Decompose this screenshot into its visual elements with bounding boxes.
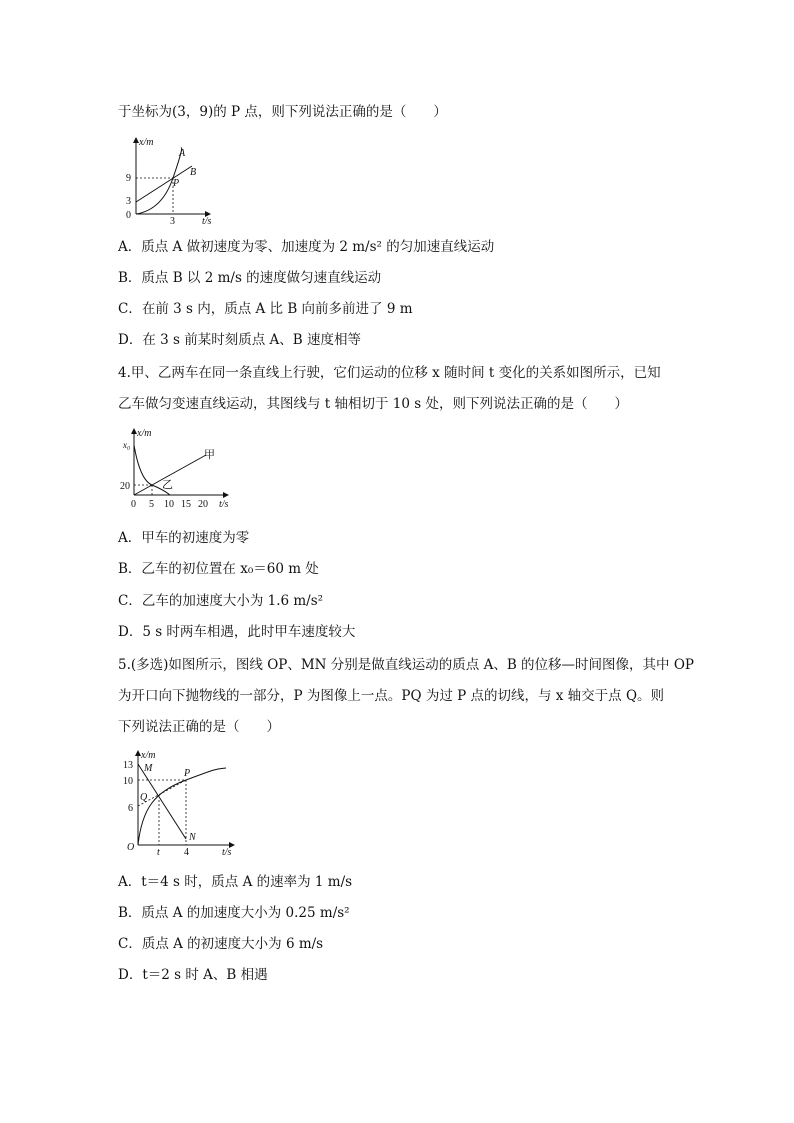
q5-option-a: A．t＝4 s 时，质点 A 的速率为 1 m/s bbox=[118, 874, 353, 890]
label-q: Q bbox=[140, 792, 148, 803]
label-p: P bbox=[173, 178, 180, 189]
label-b: B bbox=[190, 167, 197, 178]
label-m: M bbox=[144, 763, 153, 774]
x-tick-5: 5 bbox=[149, 499, 154, 510]
q3-stem: 于坐标为(3，9)的 P 点，则下列说法正确的是（ ） bbox=[118, 104, 447, 120]
y-tick-13: 13 bbox=[123, 760, 133, 771]
q5-option-d: D．t＝2 s 时 A、B 相遇 bbox=[118, 967, 268, 983]
y-axis-label: x/m bbox=[139, 137, 154, 148]
q5-figure bbox=[118, 747, 240, 859]
q5-stem-line2: 为开口向下抛物线的一部分，P 为图像上一点。PQ 为过 P 点的切线，与 x 轴交于点 Q。则 bbox=[118, 688, 665, 704]
y-tick-3: 3 bbox=[126, 196, 131, 207]
q4-option-d: D．5 s 时两车相遇，此时甲车速度较大 bbox=[118, 624, 356, 640]
q3-option-d: D．在 3 s 前某时刻质点 A、B 速度相等 bbox=[118, 332, 361, 348]
q3-option-a: A．质点 A 做初速度为零、加速度为 2 m/s² 的匀加速直线运动 bbox=[118, 239, 495, 255]
x-axis-label: t/s bbox=[202, 216, 212, 226]
x-tick-3: 3 bbox=[170, 216, 175, 226]
q5-option-c: C．质点 A 的初速度大小为 6 m/s bbox=[118, 936, 324, 952]
y-axis-label: x/m bbox=[137, 428, 152, 439]
y-tick-20: 20 bbox=[120, 481, 130, 492]
x-axis-label: t/s bbox=[222, 847, 232, 858]
q3-option-b: B．质点 B 以 2 m/s 的速度做匀速直线运动 bbox=[118, 270, 382, 286]
q4-option-b: B．乙车的初位置在 x₀＝60 m 处 bbox=[118, 561, 319, 577]
x-tick-20: 20 bbox=[198, 499, 208, 510]
q4-stem-line2: 乙车做匀变速直线运动，其图线与 t 轴相切于 10 s 处，则下列说法正确的是（ ） bbox=[118, 396, 628, 412]
x-tick-10: 10 bbox=[164, 499, 174, 510]
q3-figure bbox=[118, 134, 218, 226]
y-tick-10: 10 bbox=[123, 776, 133, 787]
q4-option-a: A．甲车的初速度为零 bbox=[118, 530, 250, 546]
x-axis-label: t/s bbox=[219, 499, 229, 510]
q3-option-c: C．在前 3 s 内，质点 A 比 B 向前多前进了 9 m bbox=[118, 301, 413, 317]
q5-stem-line1: 5.(多选)如图所示，图线 OP、MN 分别是做直线运动的质点 A、B 的位移—时间图像，其中 OP bbox=[118, 657, 694, 673]
q5-stem-line3: 下列说法正确的是（ ） bbox=[118, 719, 280, 735]
y-axis-label: x/m bbox=[141, 750, 156, 761]
q4-figure bbox=[118, 425, 238, 513]
x-tick-15: 15 bbox=[181, 499, 191, 510]
origin-o: O bbox=[127, 842, 135, 853]
y-tick-6: 6 bbox=[128, 803, 133, 814]
label-a: A bbox=[179, 148, 186, 159]
q4-option-c: C．乙车的加速度大小为 1.6 m/s² bbox=[118, 593, 324, 609]
label-p: P bbox=[184, 768, 191, 779]
y-tick-9: 9 bbox=[126, 173, 131, 184]
label-yi: 乙 bbox=[162, 479, 173, 491]
x-tick-0: 0 bbox=[131, 499, 136, 510]
q4-stem-line1: 4.甲、乙两车在同一条直线上行驶，它们运动的位移 x 随时间 t 变化的关系如图所示，已知 bbox=[118, 365, 661, 381]
label-jia: 甲 bbox=[204, 449, 215, 461]
x-tick-t: t bbox=[157, 847, 160, 858]
y-tick-x0: x₀ bbox=[123, 440, 131, 450]
label-n: N bbox=[189, 832, 196, 843]
y-tick-0: 0 bbox=[126, 210, 131, 221]
x-tick-4: 4 bbox=[184, 847, 189, 858]
q5-option-b: B．质点 A 的加速度大小为 0.25 m/s² bbox=[118, 905, 350, 921]
